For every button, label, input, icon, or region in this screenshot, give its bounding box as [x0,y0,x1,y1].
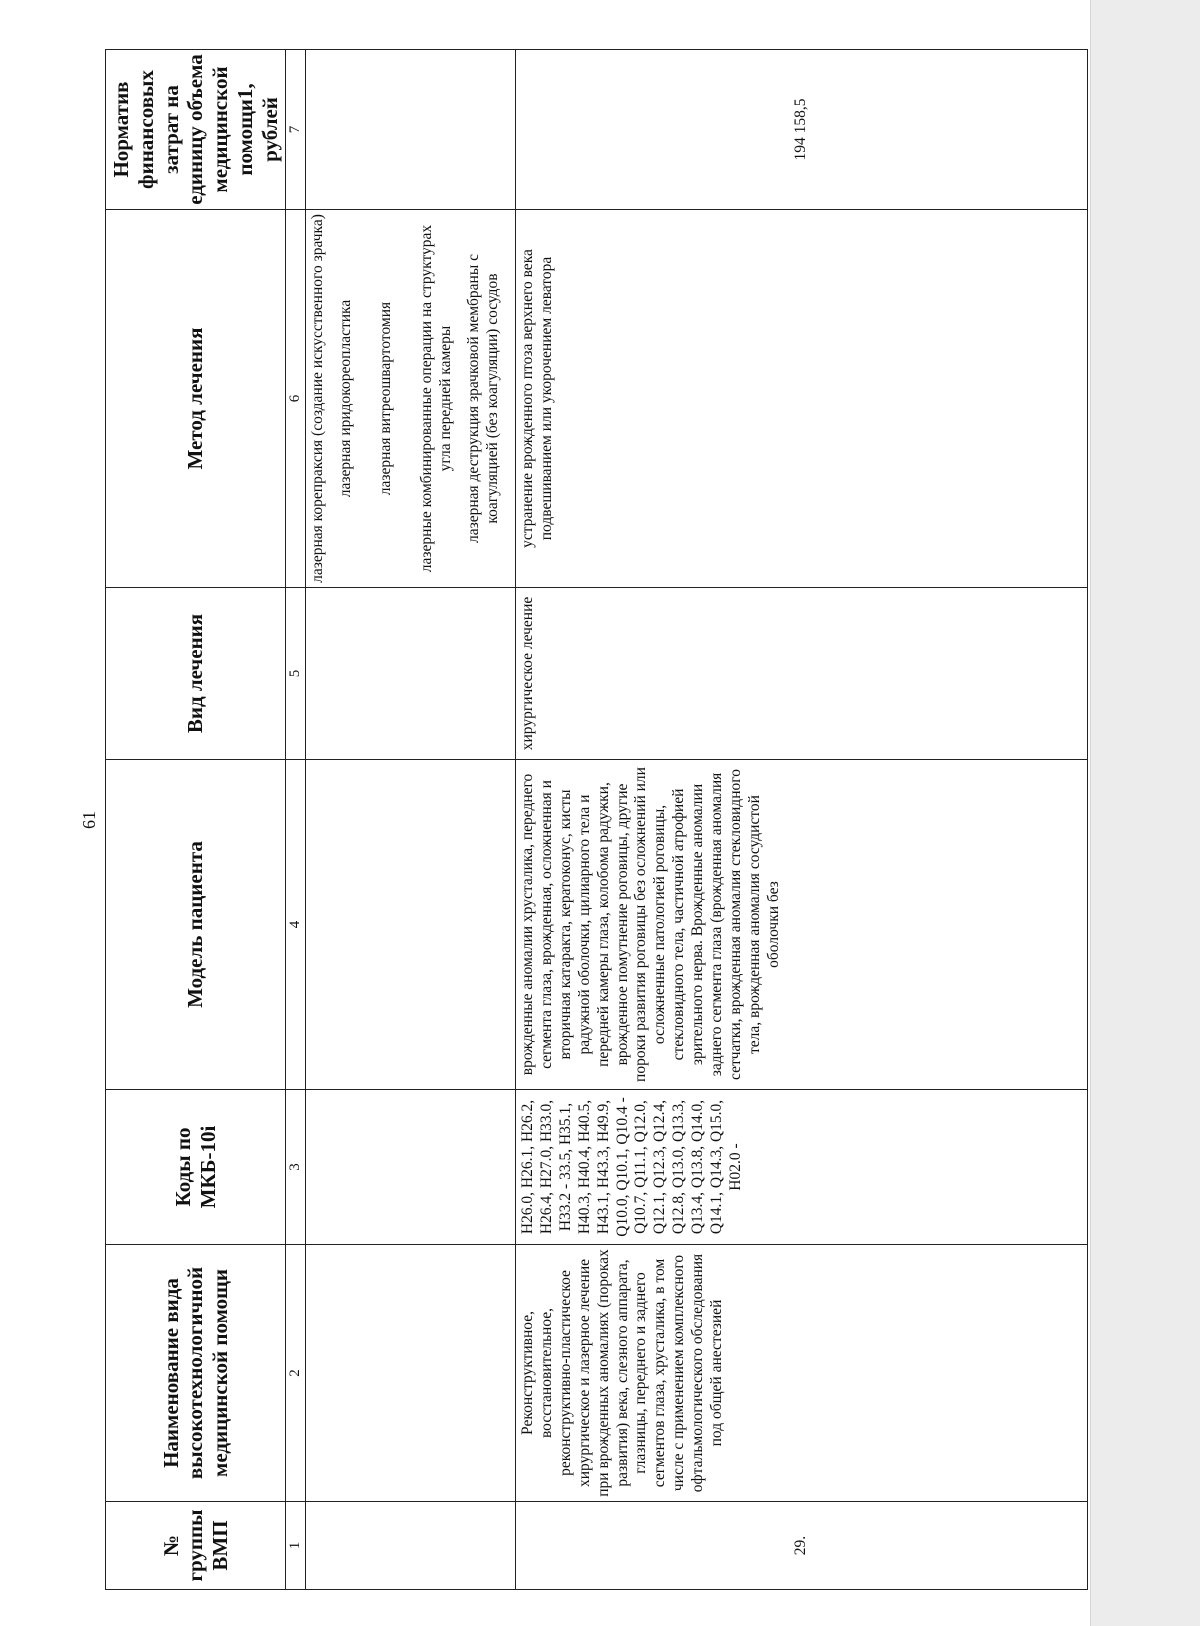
vmp-table [105,49,1088,1590]
empty-cell [305,1090,515,1245]
table-row-29 [516,50,1088,1590]
header-treatment-method: Метод лечения [106,210,286,588]
laser-methods-row [305,50,515,1590]
empty-cell [305,50,515,210]
header-group-no: № группы ВМП [106,1502,286,1590]
method-item: лазерная деструкция зрачковой мембраны с коагуляцией (без коагуляции) сосудов [465,254,502,543]
empty-cell [305,760,515,1090]
column-number: 3 [286,1090,305,1245]
header-row [106,50,286,1590]
icd-codes-cell: H26.0, H26.1, H26.2, H26.4, H27.0, H33.0, H33.2 - 33.5, H35.1, H40.3, H40.4, H40.5, H43.1, H43.3, H49.9, Q10.0, Q10.1, Q10.4 - Q10.7, Q11.1, Q12.0, Q12.1, Q12.3, Q12.4, Q12.8, Q13.0, Q13.3, Q13.4, Q13.8, Q14.0, Q14.1, Q14.3, Q15.0, H02.0 - [516,1090,1088,1245]
header-cost-norm: Норматив финансовых затрат на единицу объема медицинской помощи1, рублей [106,50,286,210]
cost-norm-cell: 194 158,5 [516,50,1088,210]
patient-model-cell: врожденные аномалии хрусталика, переднего сегмента глаза, врожденная, осложненная и вторичная катаракта, кератоконус, кисты радужной оболочки, цилиарного тела и передней камеры глаза, колобома радужки, врожденное помутнение роговицы, другие пороки развития роговицы без осложнений или осложненные патологией роговицы, стекловидного тела, частичной атрофией зрительного нерва. Врожденные аномалии заднего сегмента глаза (врожденная аномалия сетчатки, врожденная аномалия стекловидного тела, врожденная аномалия сосудистой оболочки без [516,760,1088,1090]
column-number: 6 [286,210,305,588]
column-number-row [286,50,305,1590]
vmp-name-cell: Реконструктивное, восстановительное, реконструктивно-пластическое хирургическое и лазерное лечение при врожденных аномалиях (пороках развития) века, слезного аппарата, глазницы, переднего и заднего сегментов глаза, хрусталика, в том числе с применением комплексного офтальмологического обследования под общей анестезией [516,1245,1088,1502]
empty-cell [305,1502,515,1590]
header-vmp-name: Наименование вида высокотехнологичной медицинской помощи [106,1245,286,1502]
header-treatment-type: Вид лечения [106,588,286,760]
rotated-document [79,50,1065,1590]
column-number: 7 [286,50,305,210]
method-item: лазерная иридокореопластика [336,299,354,498]
header-patient-model: Модель пациента [106,760,286,1090]
column-number: 5 [286,588,305,760]
empty-cell [305,588,515,760]
method-item: лазерные комбинированные операции на структурах угла передней камеры [418,224,455,573]
group-number-cell: 29. [516,1502,1088,1590]
viewer-margin [1090,0,1200,1626]
method-item: лазерная корепраксия (создание искусственного зрачка) [308,214,326,583]
treatment-method-cell: устранение врожденного птоза верхнего века подвешиванием или укорочением леватора [516,210,1088,588]
column-number: 4 [286,760,305,1090]
laser-methods-cell [305,210,515,588]
column-number: 2 [286,1245,305,1502]
method-item: лазерная витреошвартотомия [377,301,395,496]
empty-cell [305,1245,515,1502]
page-number: 61 [79,811,99,829]
column-number: 1 [286,1502,305,1590]
treatment-type-cell: хирургическое лечение [516,588,1088,760]
header-icd-codes: Коды по МКБ-10i [106,1090,286,1245]
